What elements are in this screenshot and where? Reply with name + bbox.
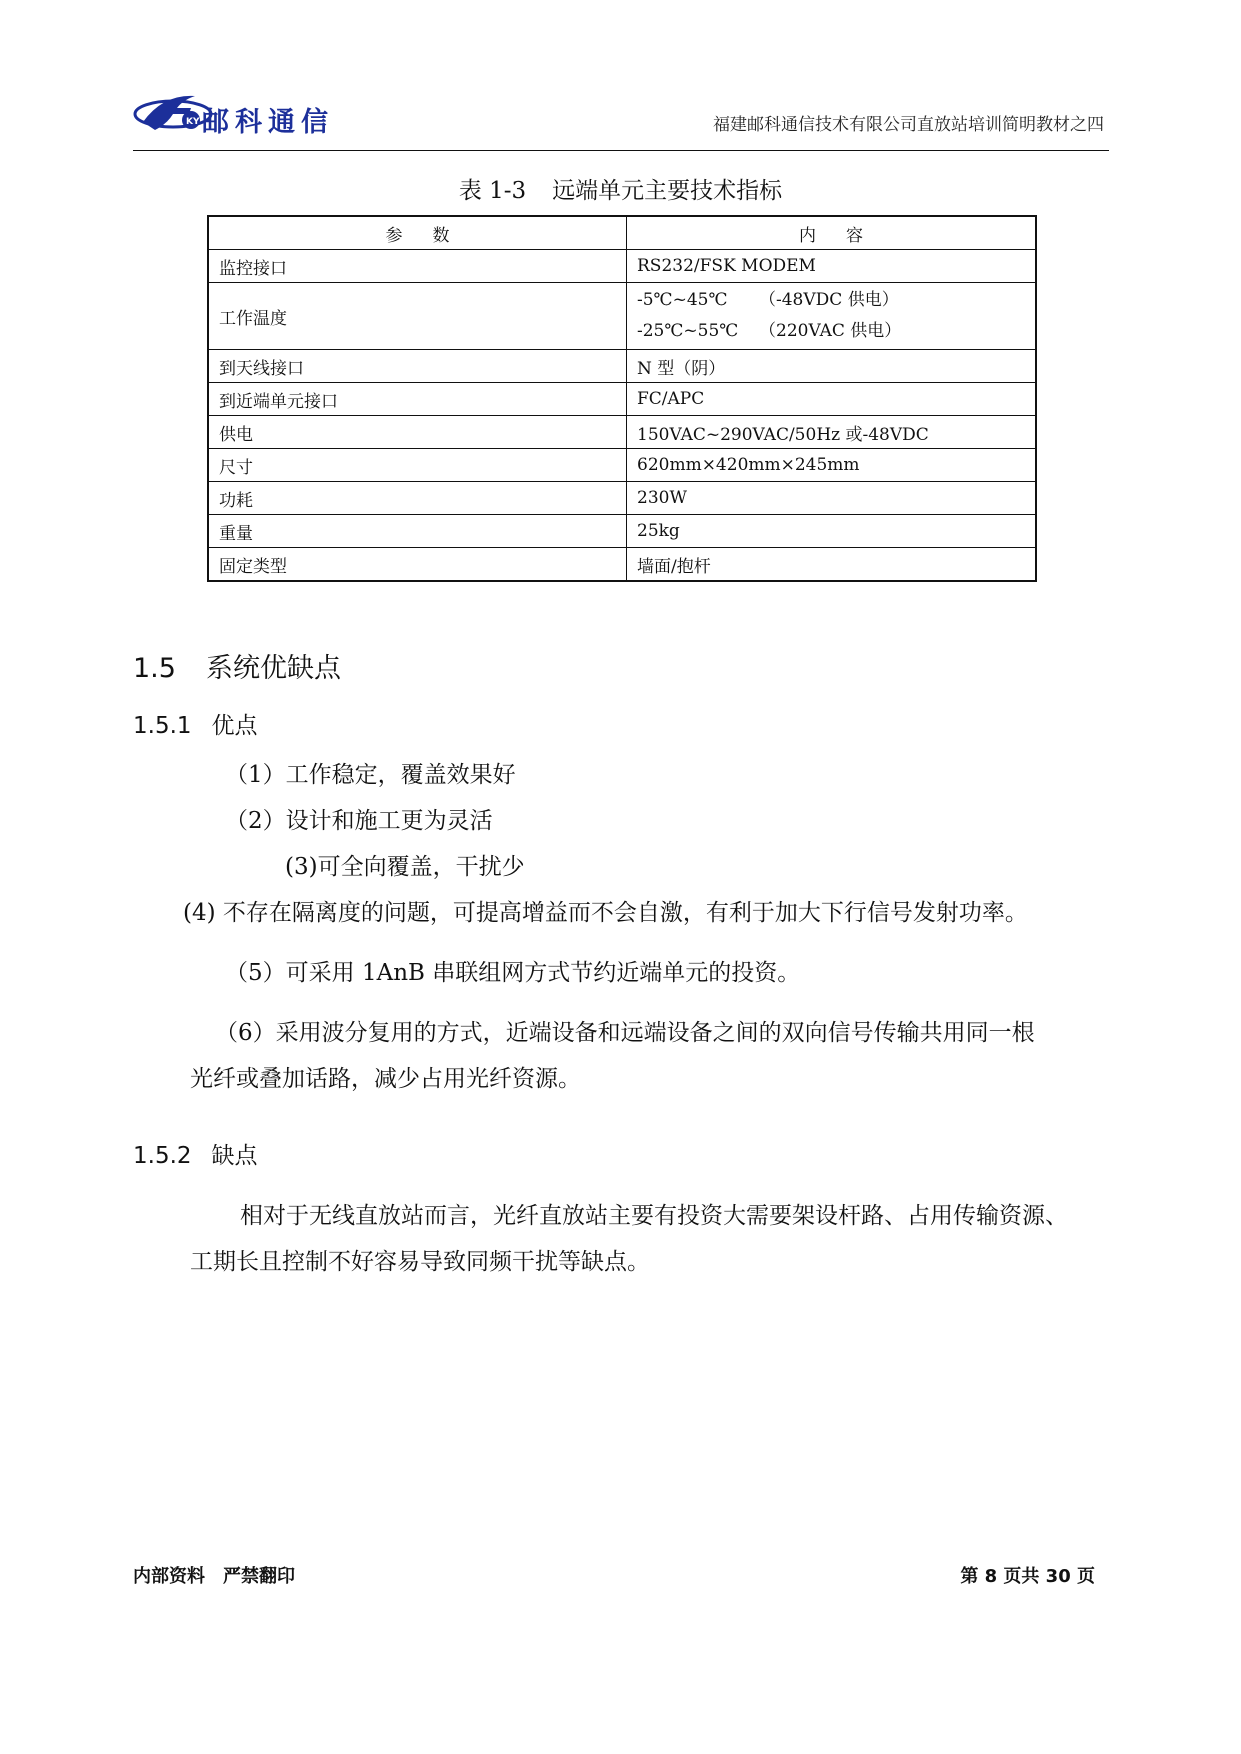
footer-copy-warning: 严禁翻印 [223, 1566, 295, 1587]
param-cell: 重量 [208, 515, 627, 548]
table-caption-title: 远端单元主要技术指标 [552, 178, 783, 204]
param-cell: 到天线接口 [208, 350, 627, 383]
advantage-item-continuation: 光纤或叠加话路，减少占用光纤资源。 [190, 1066, 581, 1092]
param-cell: 供电 [208, 416, 627, 449]
table-header-row [208, 216, 1036, 250]
value-cell: FC/APC [627, 383, 1037, 416]
section-number: 1.5 [133, 653, 176, 684]
disadvantage-paragraph-continuation: 工期长且控制不好容易导致同频干扰等缺点。 [190, 1249, 650, 1275]
table-row [208, 449, 1036, 482]
header-title: 福建邮科通信技术有限公司直放站培训简明教材之四 [713, 115, 1104, 135]
table-caption [0, 172, 1241, 205]
table-caption-number: 表 1-3 [458, 178, 527, 204]
subsection-heading-advantages [133, 707, 258, 740]
param-cell: 监控接口 [208, 250, 627, 283]
table-row [208, 350, 1036, 383]
spec-table [207, 215, 1037, 582]
section-title: 系统优缺点 [205, 653, 341, 684]
value-cell: 620mm×420mm×245mm [627, 449, 1037, 482]
param-cell: 到近端单元接口 [208, 383, 627, 416]
advantage-item: （5）可采用 1AnB 串联组网方式节约近端单元的投资。 [225, 960, 801, 986]
table-row [208, 515, 1036, 548]
disadvantage-paragraph: 相对于无线直放站而言，光纤直放站主要有投资大需要架设杆路、占用传输资源、 [240, 1203, 1068, 1229]
value-line [637, 285, 1025, 316]
value-cell [627, 283, 1037, 350]
param-cell: 功耗 [208, 482, 627, 515]
page-number: 第 8 页共 30 页 [960, 1566, 1095, 1587]
advantage-item: （2）设计和施工更为灵活 [225, 808, 493, 834]
header-divider [133, 150, 1109, 151]
table-row [208, 383, 1036, 416]
logo-text: 邮科通信 [202, 107, 334, 138]
advantage-item: (4) 不存在隔离度的问题，可提高增益而不会自激，有利于加大下行信号发射功率。 [183, 900, 1028, 926]
temp-range: -5℃~45℃ [637, 290, 728, 310]
value-cell: N 型（阴） [627, 350, 1037, 383]
value-cell: 墙面/抱杆 [627, 548, 1037, 582]
param-cell: 工作温度 [208, 283, 627, 350]
subsection-title: 优点 [211, 713, 258, 739]
temp-note: （220VAC 供电） [759, 321, 902, 341]
subsection-number: 1.5.2 [133, 1143, 192, 1169]
param-cell: 尺寸 [208, 449, 627, 482]
table-row [208, 283, 1036, 350]
advantage-item: （1）工作稳定，覆盖效果好 [225, 762, 516, 788]
table-row [208, 482, 1036, 515]
advantage-item: (3)可全向覆盖，干扰少 [285, 854, 525, 880]
subsection-title: 缺点 [211, 1143, 258, 1169]
advantage-item: （6）采用波分复用的方式，近端设备和远端设备之间的双向信号传输共用同一根 [215, 1020, 1035, 1046]
value-line [637, 316, 1025, 347]
table-row [208, 548, 1036, 582]
column-header-value: 内容 [627, 216, 1037, 250]
section-heading [133, 646, 341, 685]
svg-text:KY: KY [186, 117, 200, 127]
footer-notice [133, 1562, 295, 1588]
value-cell: 25kg [627, 515, 1037, 548]
param-cell: 固定类型 [208, 548, 627, 582]
value-cell: RS232/FSK MODEM [627, 250, 1037, 283]
subsection-heading-disadvantages [133, 1137, 258, 1170]
temp-note: （-48VDC 供电） [759, 290, 899, 310]
subsection-number: 1.5.1 [133, 713, 192, 739]
column-header-param: 参数 [208, 216, 627, 250]
temp-range: -25℃~55℃ [637, 321, 739, 341]
value-cell: 150VAC~290VAC/50Hz 或-48VDC [627, 416, 1037, 449]
table-row [208, 416, 1036, 449]
footer-internal-label: 内部资料 [133, 1566, 205, 1587]
table-row [208, 250, 1036, 283]
value-cell: 230W [627, 482, 1037, 515]
